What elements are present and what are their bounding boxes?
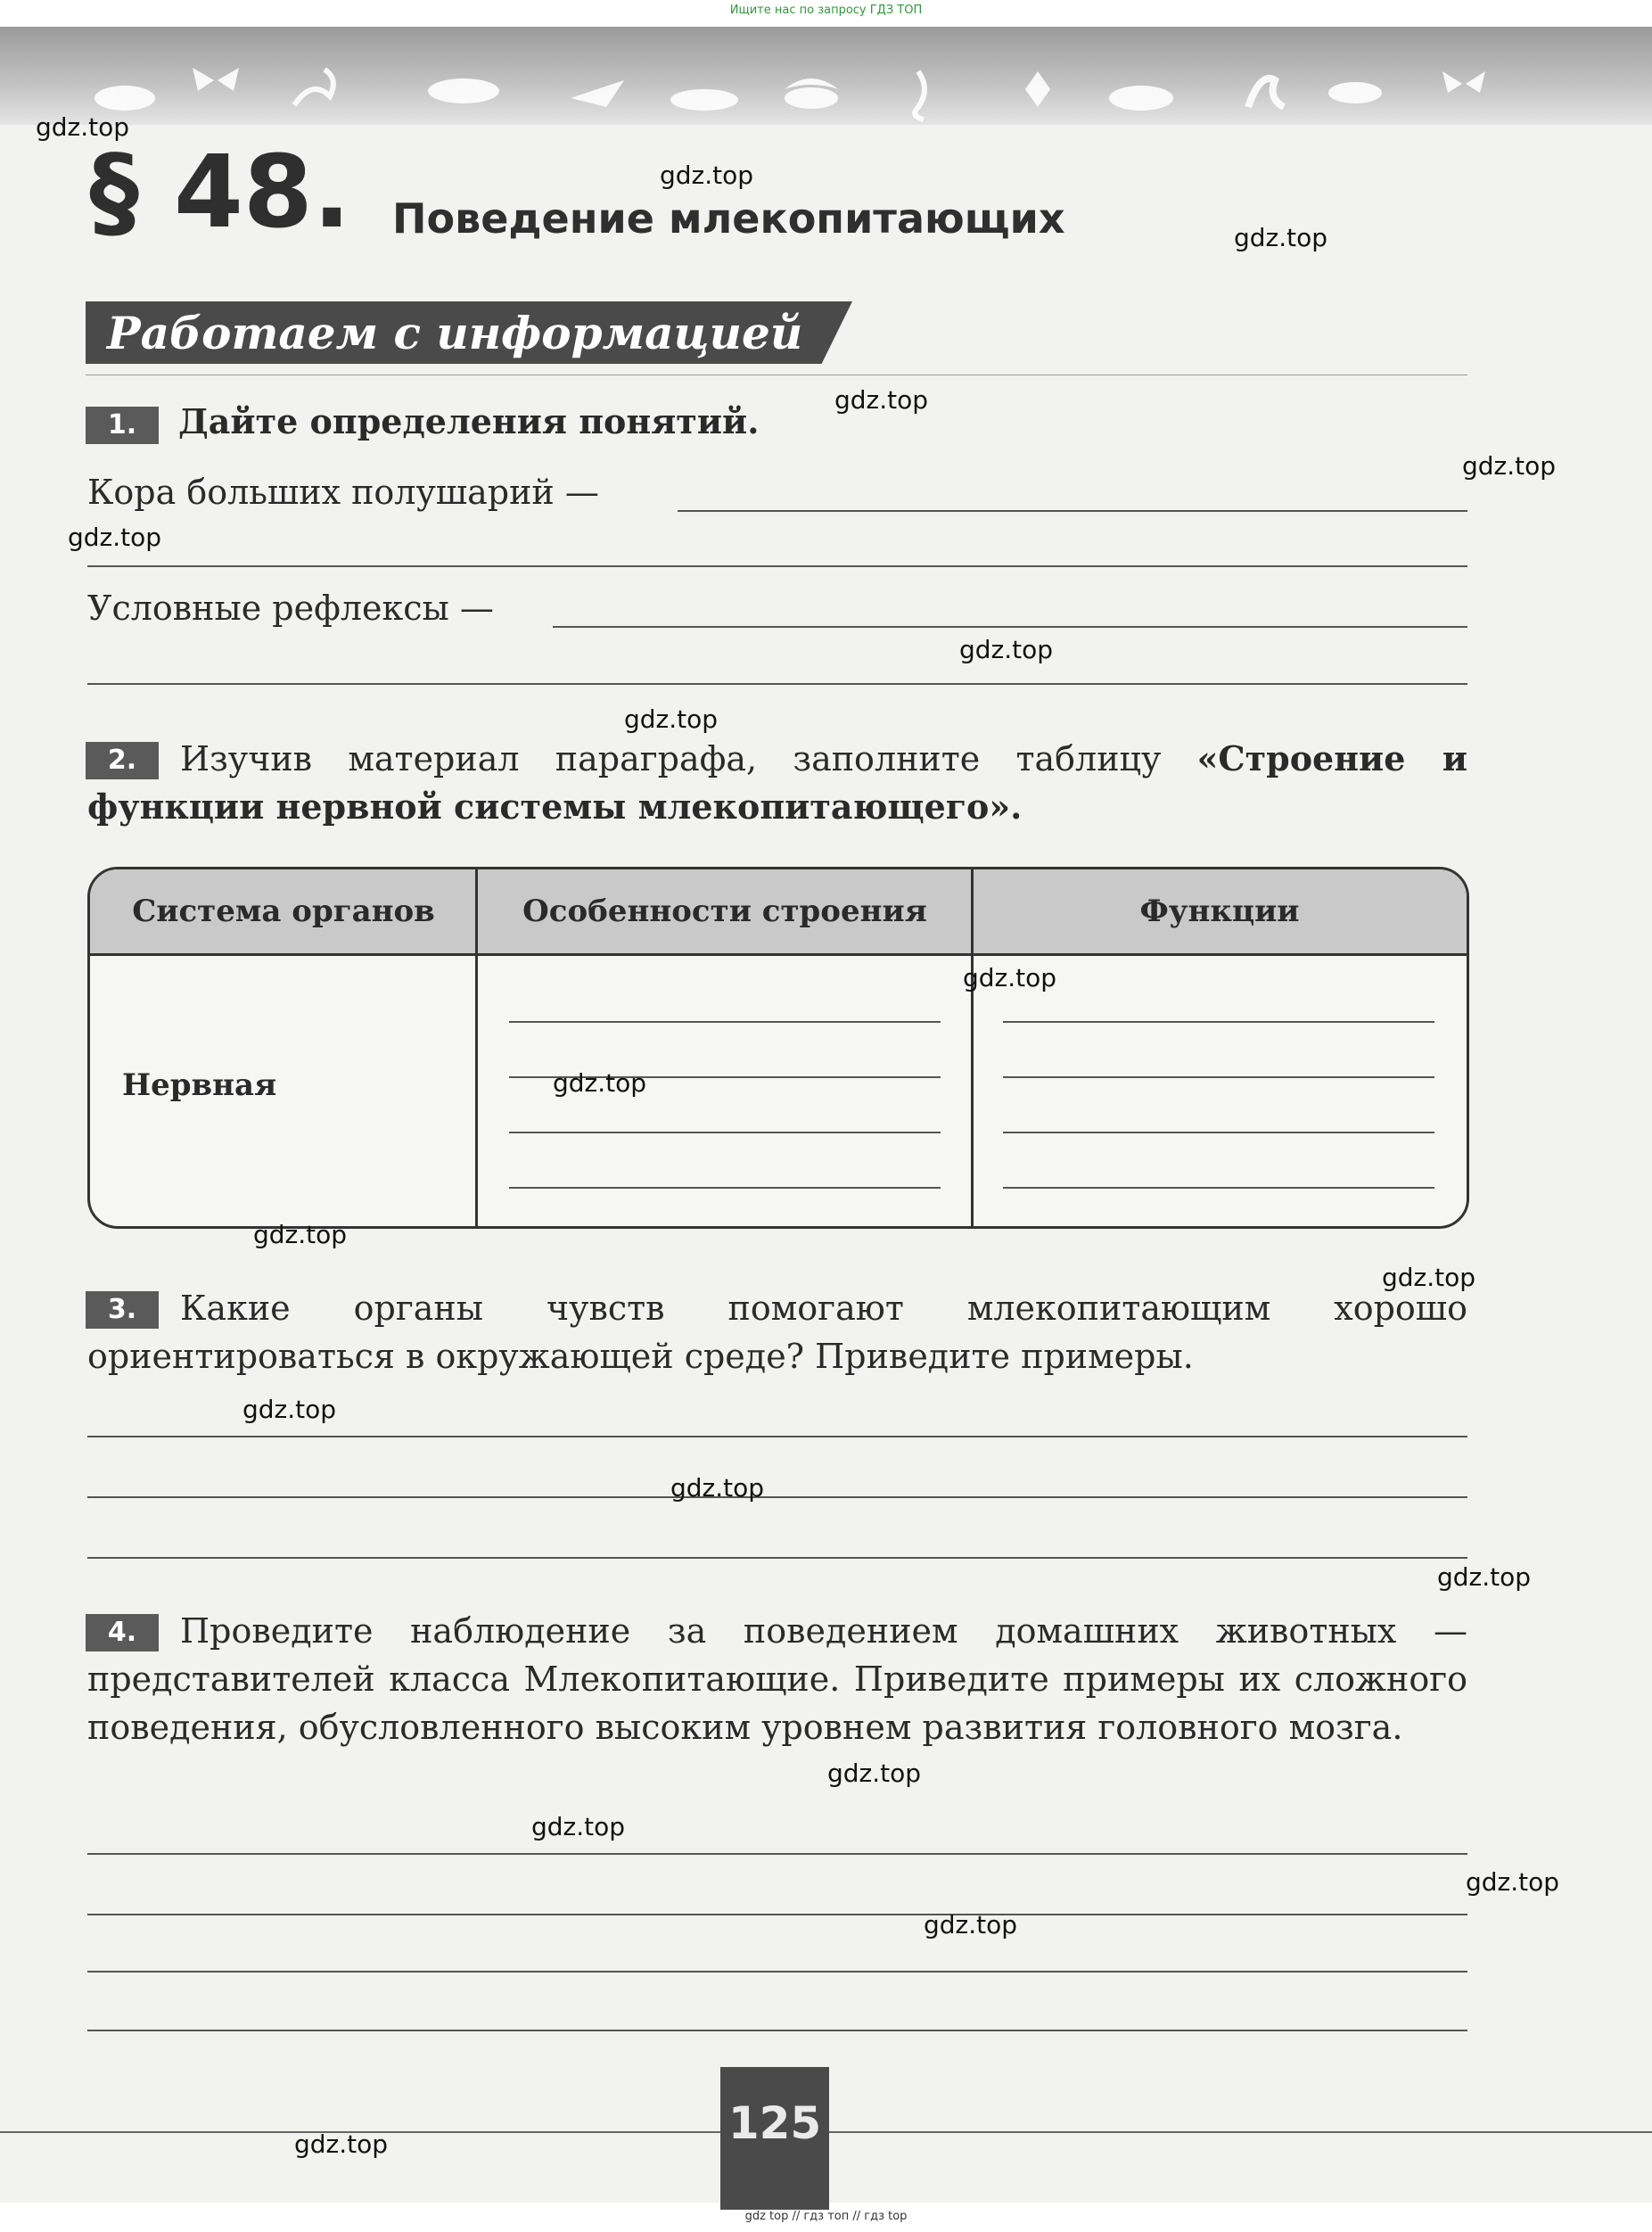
task-2-text-plain: Изучив материал параграфа, заполните таблицу xyxy=(180,739,1197,778)
page-title: Поведение млекопитающих xyxy=(392,194,1065,243)
watermark: gdz.top xyxy=(1437,1562,1532,1592)
watermark: gdz.top xyxy=(68,523,162,552)
deer-icon xyxy=(1328,82,1382,103)
section-number: § 48. xyxy=(89,135,351,251)
functions-answer-line[interactable] xyxy=(1003,1021,1434,1023)
kangaroo-icon xyxy=(1248,78,1284,107)
answer-line[interactable] xyxy=(87,683,1467,685)
header-functions: Функции xyxy=(1139,894,1300,929)
watermark: gdz.top xyxy=(959,635,1054,664)
horse-icon xyxy=(428,78,499,103)
insect-icon xyxy=(1025,71,1050,107)
term-cortex: Кора больших полушарий — xyxy=(87,473,599,512)
task-1-number: 1. xyxy=(86,407,159,444)
watermark: gdz.top xyxy=(834,385,929,415)
task-2-text xyxy=(87,735,1467,831)
top-note: Ищите нас по запросу ГДЗ ТОП xyxy=(729,4,923,17)
answer-line[interactable] xyxy=(87,1853,1467,1855)
watermark: gdz.top xyxy=(531,1812,626,1841)
watermark: gdz.top xyxy=(294,2129,389,2159)
task-2-text-bold: «Строение и функции нервной системы млекопитающего». xyxy=(87,738,1467,827)
structure-answer-line[interactable] xyxy=(509,1187,941,1189)
watermark: gdz.top xyxy=(1382,1263,1476,1292)
watermark: gdz.top xyxy=(827,1758,922,1788)
seahorse-icon xyxy=(915,71,925,119)
watermark: gdz.top xyxy=(963,963,1057,992)
task-2-number: 2. xyxy=(86,742,159,779)
functions-answer-line[interactable] xyxy=(1003,1187,1434,1189)
watermark: gdz.top xyxy=(1462,451,1557,481)
column-divider xyxy=(475,869,478,1226)
structure-answer-line[interactable] xyxy=(509,1132,941,1133)
header-organ-system: Система органов xyxy=(132,894,435,929)
page-number: 125 xyxy=(727,2097,822,2149)
task-1-text: Дайте определения понятий. xyxy=(178,401,760,441)
nervous-system-table xyxy=(87,867,1469,1229)
task-4-number: 4. xyxy=(86,1614,159,1651)
answer-line[interactable] xyxy=(87,1496,1467,1498)
watermark: gdz.top xyxy=(624,704,719,734)
answer-line[interactable] xyxy=(553,626,1467,628)
watermark: gdz.top xyxy=(36,112,130,142)
watermark: gdz.top xyxy=(253,1220,348,1249)
scorpion-icon xyxy=(294,70,333,105)
watermark: gdz.top xyxy=(924,1910,1018,1940)
task-3-number: 3. xyxy=(86,1291,159,1329)
cow-icon xyxy=(1109,86,1173,111)
bull-icon xyxy=(95,86,155,111)
answer-line[interactable] xyxy=(87,1436,1467,1437)
goat-icon xyxy=(785,87,838,109)
fish-icon xyxy=(670,89,738,111)
task-3-text: Какие органы чувств помогают млекопитающим хорошо ориентироваться в окружающей среде? Приведите примеры. xyxy=(87,1289,1467,1376)
bird-icon xyxy=(571,80,624,107)
answer-line[interactable] xyxy=(87,1971,1467,1973)
task-4-text: Проведите наблюдение за поведением домашних животных — представителей класса Млекопитающие. Приведите примеры их сложного поведения, обусловленного высоким уровнем развития головного мозга. xyxy=(87,1611,1467,1747)
section-label: Работаем с информацией xyxy=(107,307,803,359)
answer-line[interactable] xyxy=(87,1914,1467,1915)
moth-icon xyxy=(1442,71,1485,93)
watermark: gdz.top xyxy=(670,1473,765,1503)
bottom-note: gdz top // гдз топ // гдз top xyxy=(744,2210,908,2223)
animal-banner xyxy=(0,27,1652,125)
answer-line[interactable] xyxy=(678,510,1467,512)
term-reflexes: Условные рефлексы — xyxy=(87,589,494,628)
answer-line[interactable] xyxy=(87,565,1467,567)
structure-answer-line[interactable] xyxy=(509,1021,941,1023)
watermark: gdz.top xyxy=(1234,223,1328,252)
watermark: gdz.top xyxy=(660,161,754,190)
answer-line[interactable] xyxy=(87,1557,1467,1559)
watermark: gdz.top xyxy=(242,1395,337,1424)
watermark: gdz.top xyxy=(1466,1867,1560,1897)
functions-answer-line[interactable] xyxy=(1003,1076,1434,1078)
butterfly-icon xyxy=(193,68,239,91)
row-label-nervous: Нервная xyxy=(122,1067,277,1103)
watermark: gdz.top xyxy=(553,1068,647,1098)
functions-answer-line[interactable] xyxy=(1003,1132,1434,1133)
answer-line[interactable] xyxy=(87,2030,1467,2031)
animal-silhouettes xyxy=(0,27,1652,125)
header-structure: Особенности строения xyxy=(522,894,927,929)
column-divider xyxy=(971,869,974,1226)
